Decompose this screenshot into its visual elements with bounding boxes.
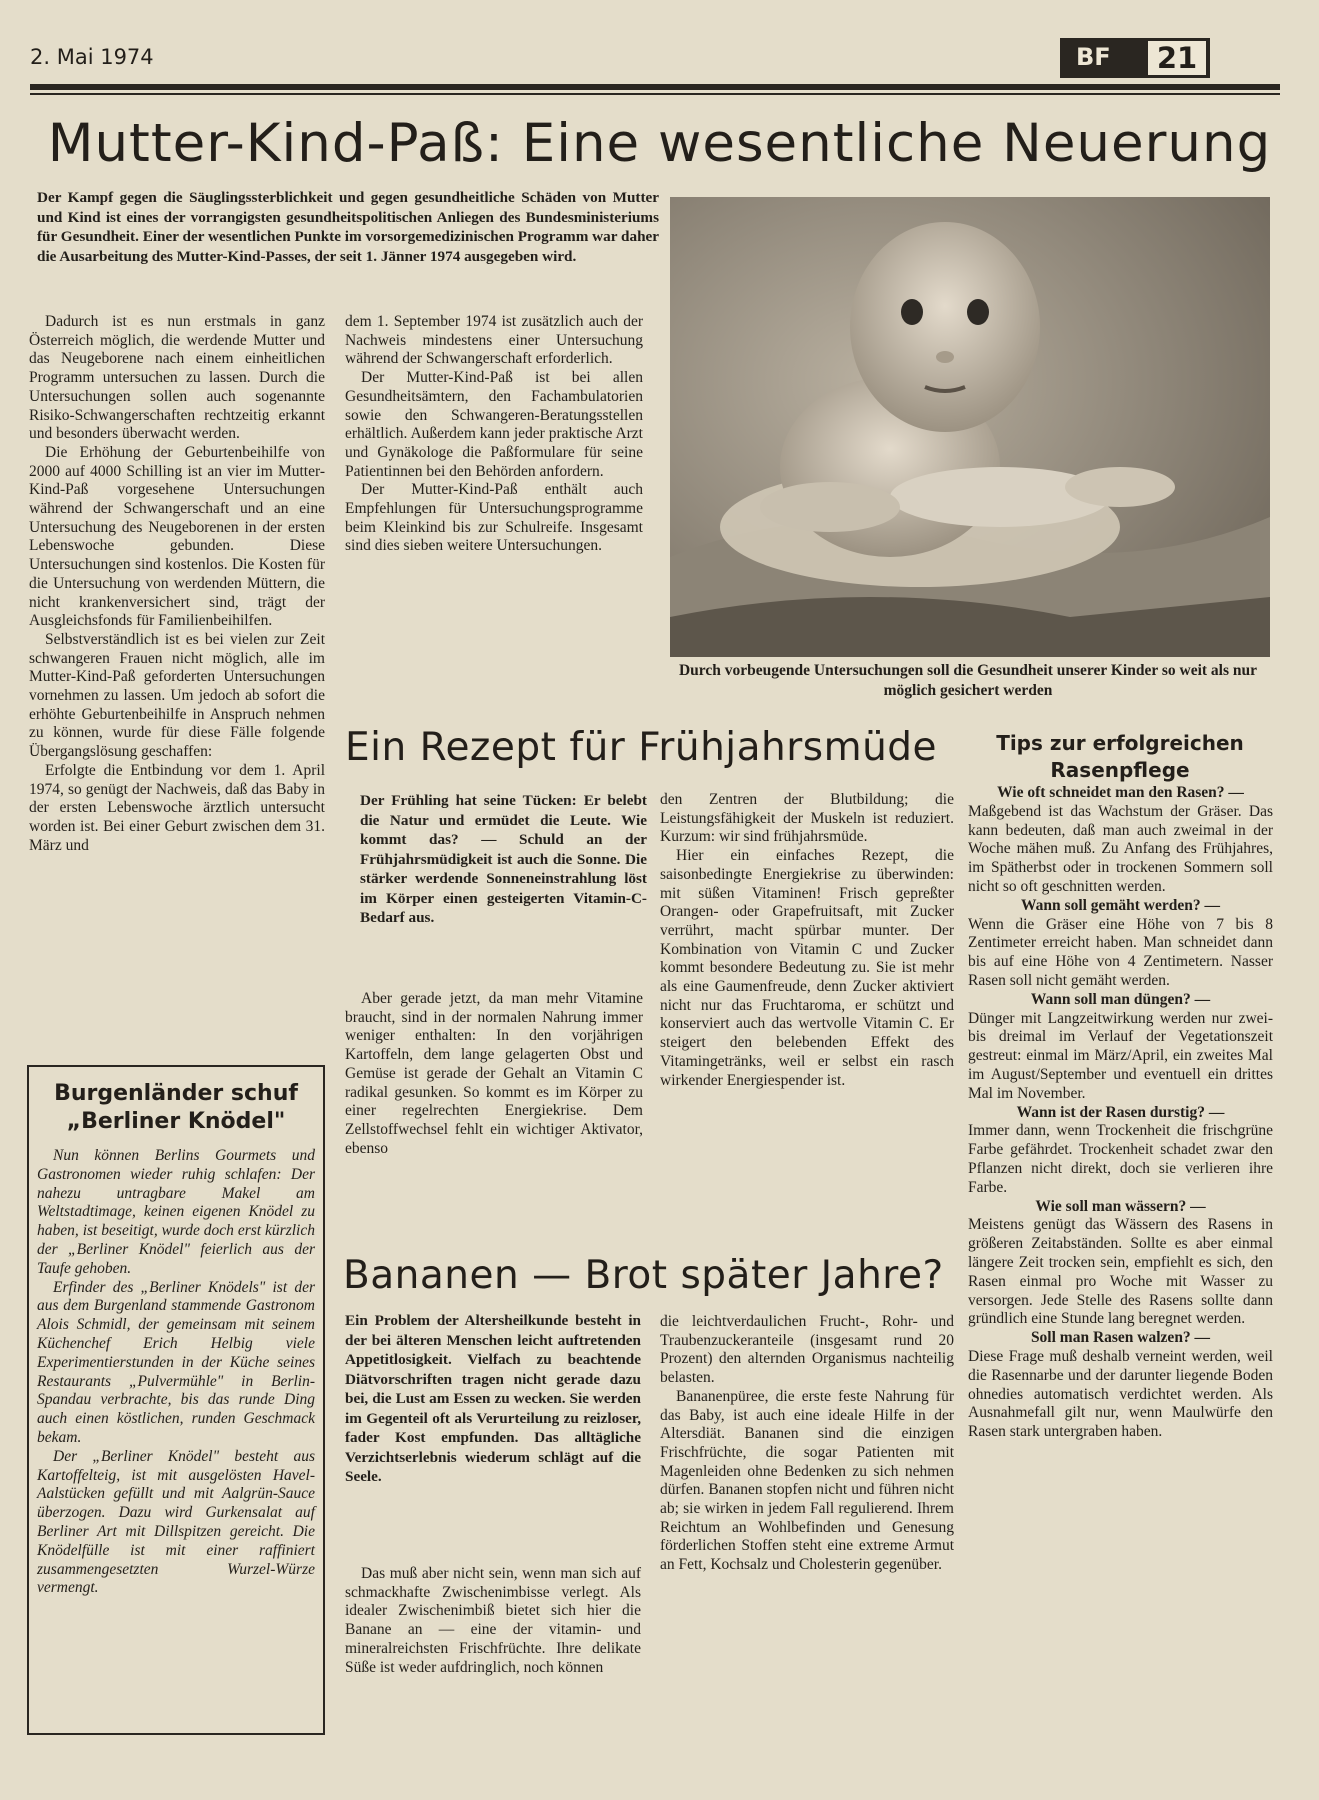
tip-answer: Diese Frage muß deshalb verneint werden, weil die Rasennarbe und der darunter liegende Boden ohnedies automatisch verdichtet werden. Als Ausnahmefall gilt nur, wenn Maulwürfe den Rasen stark untergraben haben. <box>968 1347 1273 1441</box>
tips-title <box>960 730 1280 784</box>
lead-text: Ein Problem der Altersheilkunde besteht in der bei älteren Menschen leicht auftretenden Appetitlosigkeit. Vielfach zu beachtende Diätvorschriften tragen nicht gerade dazu bei, die Lust am Essen zu wecken. Sie werden im Gegenteil oft als Verurteilung zu reizloser, fader Kost empfunden. Das alltägliche Verzichtserlebnis wiederum schlägt auf die Seele. <box>345 1312 641 1485</box>
sidebar-box-berliner-knoedel <box>27 1065 325 1735</box>
paragraph: Aber gerade jetzt, da man mehr Vitamine braucht, sind in der normalen Nahrung immer weniger enthalten: In den vorjährigen Kartoffeln, dem lange gelagerten Obst und Gemüse ist gerade der Gehalt an Vitamin C radikal gesunken. So kommt es im Körper zu einer regelrechten Energiekrise. Dem Zellstoffwechsel fehlt ein wichtiger Aktivator, ebenso <box>345 990 643 1157</box>
paragraph: Nun können Berlins Gourmets und Gastronomen wieder ruhig schlafen: Der nahezu untragbare Makel am Weltstadtimage, keinen eigenen Knödel zu haben, ist beseitigt, wurde doch erst kürzlich der „Berliner Knödel" feierlich aus der Taufe gehoben. <box>37 1147 315 1277</box>
article-lead <box>360 791 647 928</box>
paragraph: Der „Berliner Knödel" besteht aus Kartoffelteig, ist mit ausgelösten Havel-Aalstücken gefüllt und mit Aalgrün-Sauce überzogen. Dazu wird Gurkensalat auf Berliner Art mit Dillspitzen gereicht. Die Knödelfülle ist mit einer raffiniert zusammengesetzten Wurzel-Würze vermengt. <box>37 1447 315 1597</box>
article-title-fruehjahrsmuede: Ein Rezept für Frühjahrsmüde <box>345 725 938 770</box>
box-title <box>29 1080 323 1136</box>
tips-title-line1: Tips zur erfolgreichen <box>996 731 1244 755</box>
article-title-mutter-kind-pass: Mutter-Kind-Paß: Eine wesentliche Neuerung <box>47 113 1272 174</box>
tip-answer: Immer dann, wenn Trockenheit die frischgrüne Farbe gefährdet. Trockenheit schadet zwar den Pflanzen nicht direkt, doch sie verlieren ihre Farbe. <box>968 1122 1273 1196</box>
section-badge <box>1060 38 1210 78</box>
article-column-2 <box>345 313 643 556</box>
photo-caption: Durch vorbeugende Untersuchungen soll die Gesundheit unserer Kinder so weit als nur möglich gesichert werden <box>678 662 1257 699</box>
tip-answer: Wenn die Gräser eine Höhe von 7 bis 8 Zentimeter erreicht haben. Man schneidet dann bis auf eine Höhe von 4 Zentimetern. Nasser Rasen soll nicht gemäht werden. <box>968 915 1273 989</box>
header-rule <box>30 84 1280 90</box>
article-column-2 <box>660 1313 954 1575</box>
paragraph: Selbstverständlich ist es bei vielen zur Zeit schwangeren Frauen nicht möglich, alle im Mutter-Kind-Paß geforderten Untersuchungen vornehmen zu lassen. Um jedoch ab sofort die erhöhte Geburtenbeihilfe in Anspruch nehmen zu können, wurde für diese Fälle folgende Übergangslösung geschaffen: <box>29 630 325 761</box>
tip-question: Wie soll man wässern? — <box>1035 1197 1206 1215</box>
tip-question: Wann soll man düngen? — <box>1030 990 1211 1008</box>
tip-question: Soll man Rasen walzen? — <box>1030 1329 1211 1347</box>
article-lead <box>345 1311 641 1487</box>
tip-answer: Maßgebend ist das Wachstum der Gräser. Das kann bedeuten, daß man auch zweimal in der Woche mähen muß. Zu Anfang des Frühjahres, im Spätherbst oder in trockenen Sommern soll nicht so oft geschnitten werden. <box>968 802 1273 895</box>
paragraph: dem 1. September 1974 ist zusätzlich auch der Nachweis mindestens einer Untersuchung während der Schwangerschaft erforderlich. <box>345 313 643 368</box>
box-body <box>37 1147 315 1598</box>
tip-question: Wann ist der Rasen durstig? — <box>1016 1103 1225 1121</box>
paragraph: Erfolgte die Entbindung vor dem 1. April 1974, so genügt der Nachweis, daß das Baby in der ersten Lebenswoche ärztlich untersucht worden ist. Bei einer Geburt zwischen dem 31. März und <box>29 761 325 854</box>
article-lead: Der Kampf gegen die Säuglingssterblichkeit und gegen gesundheitliche Schäden von Mutter und Kind ist eines der vorrangigsten gesundheitspolitischen Anliegen des Bundesministeriums für Gesundheit. Einer der wesentlichen Punkte im vorsorgemedizinischen Programm war daher die Ausarbeitung des Mutter-Kind-Passes, der seit 1. Jänner 1974 ausgegeben wird. <box>37 189 659 265</box>
paragraph: Dadurch ist es nun erstmals in ganz Österreich möglich, die werdende Mutter und das Neugeborene nach einem einheitlichen Programm untersuchen zu lassen. Durch die Untersuchungen sollen auch sogenannte Risiko-Schwangerschaften rechtzeitig erkannt und besonders überwacht werden. <box>29 313 325 443</box>
baby-photo <box>670 197 1270 657</box>
header-rule-thin <box>30 93 1280 95</box>
paragraph: den Zentren der Blutbildung; die Leistungsfähigkeit der Muskeln ist reduziert. Kurzum: wir sind frühjahrsmüde. <box>660 791 954 846</box>
tip-answer: Dünger mit Langzeitwirkung werden nur zwei- bis dreimal im Verlauf der Vegetationszeit gestreut: einmal im März/April, ein zweites Mal im August/September und eventuell ein drittes Mal im November. <box>968 1009 1273 1102</box>
paragraph: die leichtverdaulichen Frucht-, Rohr- und Traubenzuckeranteile (insgesamt rund 20 Prozent) den alternden Organismus nachteilig belasten. <box>660 1313 954 1387</box>
tips-column <box>968 784 1273 1442</box>
article-column-1 <box>29 313 325 855</box>
paragraph: Der Mutter-Kind-Paß enthält auch Empfehlungen für Untersuchungsprogramme beim Kleinkind bis zur Schulreife. Insgesamt sind dies sieben weitere Untersuchungen. <box>345 481 643 555</box>
paragraph: Der Mutter-Kind-Paß ist bei allen Gesundheitsämtern, den Fachambulatorien sowie den Schwangeren-Beratungsstellen erhältlich. Außerdem kann jeder praktische Arzt und Gynäkologe die Paßformulare für seine Patientinnen bei den Behörden anfordern. <box>345 369 643 480</box>
article-column-2 <box>660 791 954 1090</box>
tip-question: Wann soll gemäht werden? — <box>1021 896 1220 914</box>
paragraph: Das muß aber nicht sein, wenn man sich auf schmackhafte Zwischenimbisse verlegt. Als idealer Zwischenimbiß bietet sich hier die Banane an — eine der vitamin- und mineralreichsten Frischfrüchte. Ihre delikate Süße ist weder aufdringlich, noch können <box>345 1565 641 1676</box>
tip-question: Wie oft schneidet man den Rasen? — <box>997 784 1244 801</box>
issue-date: 2. Mai 1974 <box>30 45 154 69</box>
article-column-1 <box>345 990 643 1158</box>
paragraph: Hier ein einfaches Rezept, die saisonbedingte Energiekrise zu überwinden: mit süßen Vitaminen! Frisch gepreßter Orangen- oder Grapefruitsaft, mit Zucker verrührt, macht spürbar munter. Der Kombination von Vitamin C und Zucker kommt besondere Bedeutung zu. Sie ist mehr als eine Gaumenfreude, denn Zucker aktiviert nicht nur das Fruchtaroma, er schützt und konserviert auch das wertvolle Vitamin C. Er steigert den belebenden Effekt des Vitamingetränks, weil er selbst ein rasch wirkender Energiespender ist. <box>660 847 954 1089</box>
box-title-line1: Burgenländer schuf <box>54 1081 298 1106</box>
section-label: BF <box>1076 43 1111 71</box>
page-number: 21 <box>1148 41 1206 75</box>
lead-text: Der Frühling hat seine Tücken: Er belebt die Natur und ermüdet die Leute. Wie kommt das? — Schuld an der Frühjahrsmüdigkeit ist auch die Sonne. Die stärker werdende Sonneneinstrahlung löst im Körper einen gesteigerten Vitamin-C-Bedarf aus. <box>360 792 647 926</box>
paragraph: Die Erhöhung der Geburtenbeihilfe von 2000 auf 4000 Schilling ist an vier im Mutter-Kind-Paß vorgesehene Untersuchungen während der Schwangerschaft und an eine Untersuchung des Neugeborenen in der ersten Lebenswoche gebunden. Diese Untersuchungen sind kostenlos. Die Kosten für die Untersuchung von werdenden Müttern, die nicht krankenversichert sind, trägt der Ausgleichsfonds für Familienbeihilfen. <box>29 443 325 630</box>
box-title-line2: „Berliner Knödel" <box>66 1109 286 1134</box>
article-column-1 <box>345 1565 641 1677</box>
article-title-bananen: Bananen — Brot später Jahre? <box>343 1253 944 1298</box>
tips-title-line2: Rasenpflege <box>1050 758 1190 782</box>
paragraph: Bananenpüree, die erste feste Nahrung für das Baby, ist auch eine ideale Hilfe in der Altersdiät. Bananen sind die einzigen Frischfrüchte, die sogar Patienten mit Magenleiden ohne Bedenken zu sich nehmen dürfen. Bananen stopfen nicht und führen nicht ab; sie wirken in jedem Fall regulierend. Ihrem Reichtum an Wohlbefinden und Genesung förderlichen Stoffen steht eine extreme Armut an Fett, Kochsalz und Cholesterin gegenüber. <box>660 1387 954 1574</box>
paragraph: Erfinder des „Berliner Knödels" ist der aus dem Burgenland stammende Gastronom Alois Schmidl, der gemeinsam mit seinem Küchenchef Erich Helbig viele Experimentierstunden in der Küche seines Restaurants „Pulvermühle" in Berlin-Spandau verbrachte, bis das runde Ding auch einen köstlichen, runden Geschmack bekam. <box>37 1278 315 1446</box>
tip-answer: Meistens genügt das Wässern des Rasens in größeren Zeitabständen. Sollte es aber einmal längere Zeit trocken sein, empfiehlt es sich, den Rasen einmal pro Woche mit Wasser zu versorgen. Jede Stelle des Rasens sollte dann gründlich eine Stunde lang beregnet werden. <box>968 1216 1273 1328</box>
